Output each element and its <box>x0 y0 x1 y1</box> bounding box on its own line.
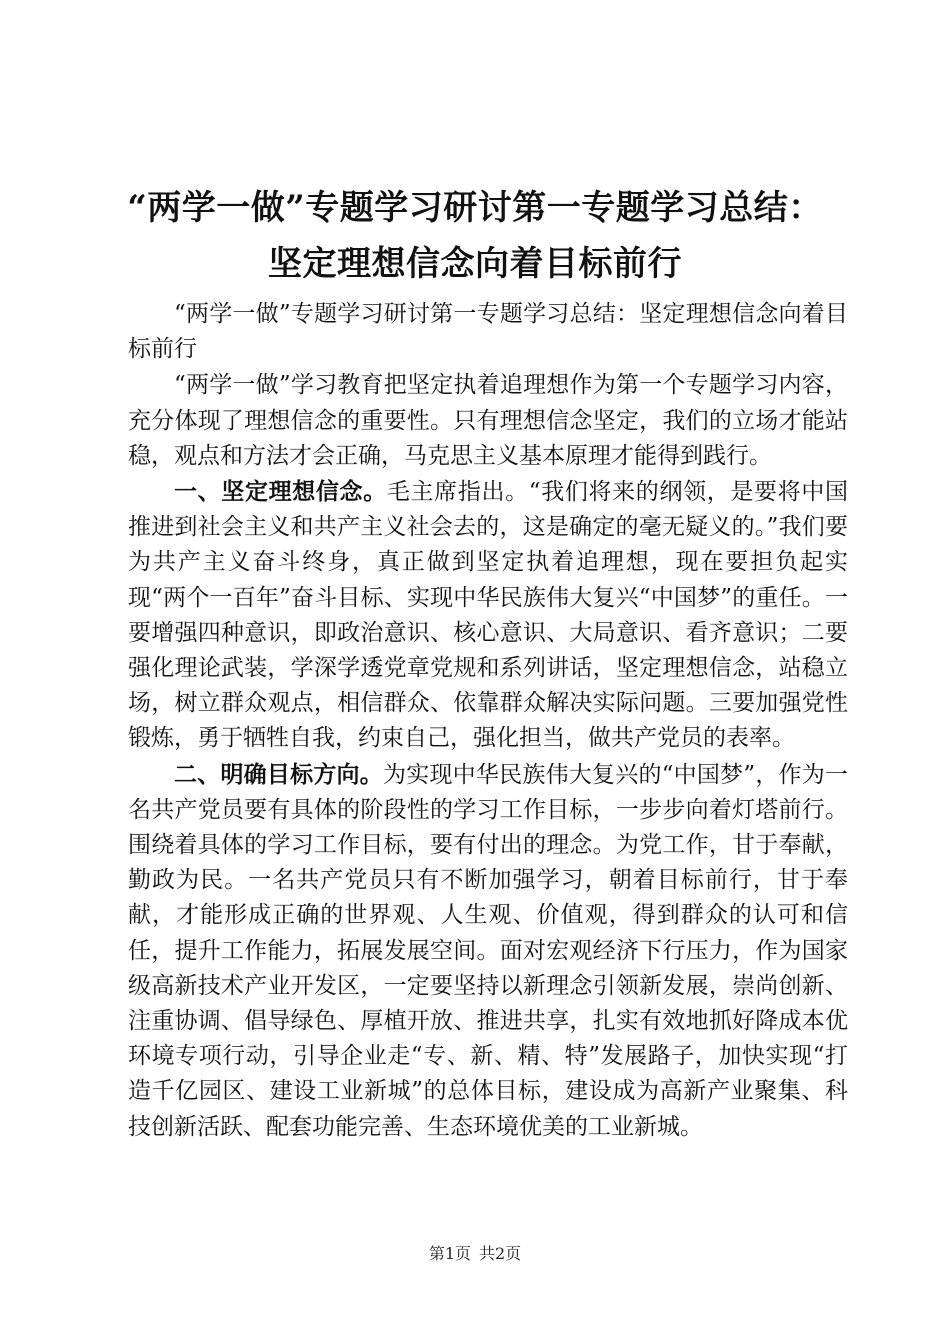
section-heading-2: 二、明确目标方向。 <box>174 760 384 788</box>
paragraph-section-1 <box>128 474 848 757</box>
paragraph-text: “两学一做”专题学习研讨第一专题学习总结：坚定理想信念向着目标前行 <box>128 301 848 363</box>
paragraph-introduction <box>128 367 848 474</box>
paragraph-restated-title <box>128 296 848 367</box>
document-title-line-1: “两学一做”专题学习研讨第一专题学习总结： <box>127 188 823 228</box>
paragraph-text: 毛主席指出。“我们将来的纲领，是要将中国推进到社会主义和共产主义社会去的，这是确定的毫无疑义的。”我们要为共产主义奋斗终身，真正做到坚定执着追理想，现在要担负起实现“两个一百年”奋斗目标、实现中华民族伟大复兴“中国梦”的重任。一要增强四种意识，即政治意识、核心意识、大局意识、看齐意识；二要强化理论武装，学深学透党章党规和系列讲话，坚定理想信念，站稳立场，树立群众观点，相信群众、依靠群众解决实际问题。三要加强党性锻炼，勇于牺牲自我，约束自己，强化担当，做共产党员的表率。 <box>128 479 849 752</box>
paragraph-text: 为实现中华民族伟大复兴的“中国梦”，作为一名共产党员要有具体的阶段性的学习工作目标，一步步向着灯塔前行。围绕着具体的学习工作目标，要有付出的理念。为党工作，甘于奉献，勤政为民。一名共产党员只有不断加强学习，朝着目标前行，甘于奉献，才能形成正确的世界观、人生观、价值观，得到群众的认可和信任，提升工作能力，拓展发展空间。面对宏观经济下行压力，作为国家级高新技术产业开发区，一定要坚持以新理念引领新发展，崇尚创新、注重协调、倡导绿色、厚植开放、推进共享，扎实有效地抓好降成本优环境专项行动，引导企业走“专、新、精、特”发展路子，加快实现“打造千亿园区、建设工业新城”的总体目标，建设成为高新产业聚集、科技创新活跃、配套功能完善、生态环境优美的工业新城。 <box>128 761 848 1140</box>
page-footer <box>0 1244 950 1264</box>
page-total: 共2页 <box>479 1244 522 1263</box>
document-title-line-2: 坚定理想信念向着目标前行 <box>268 244 682 284</box>
document-body <box>128 296 848 1145</box>
paragraph-section-2 <box>128 757 848 1145</box>
section-heading-1: 一、坚定理想信念。 <box>174 478 387 506</box>
paragraph-text: “两学一做”学习教育把坚定执着追理想作为第一个专题学习内容，充分体现了理想信念的重要性。只有理想信念坚定，我们的立场才能站稳，观点和方法才会正确，马克思主义基本原理才能得到践行。 <box>128 372 848 469</box>
page-number: 第1页 <box>428 1244 471 1263</box>
